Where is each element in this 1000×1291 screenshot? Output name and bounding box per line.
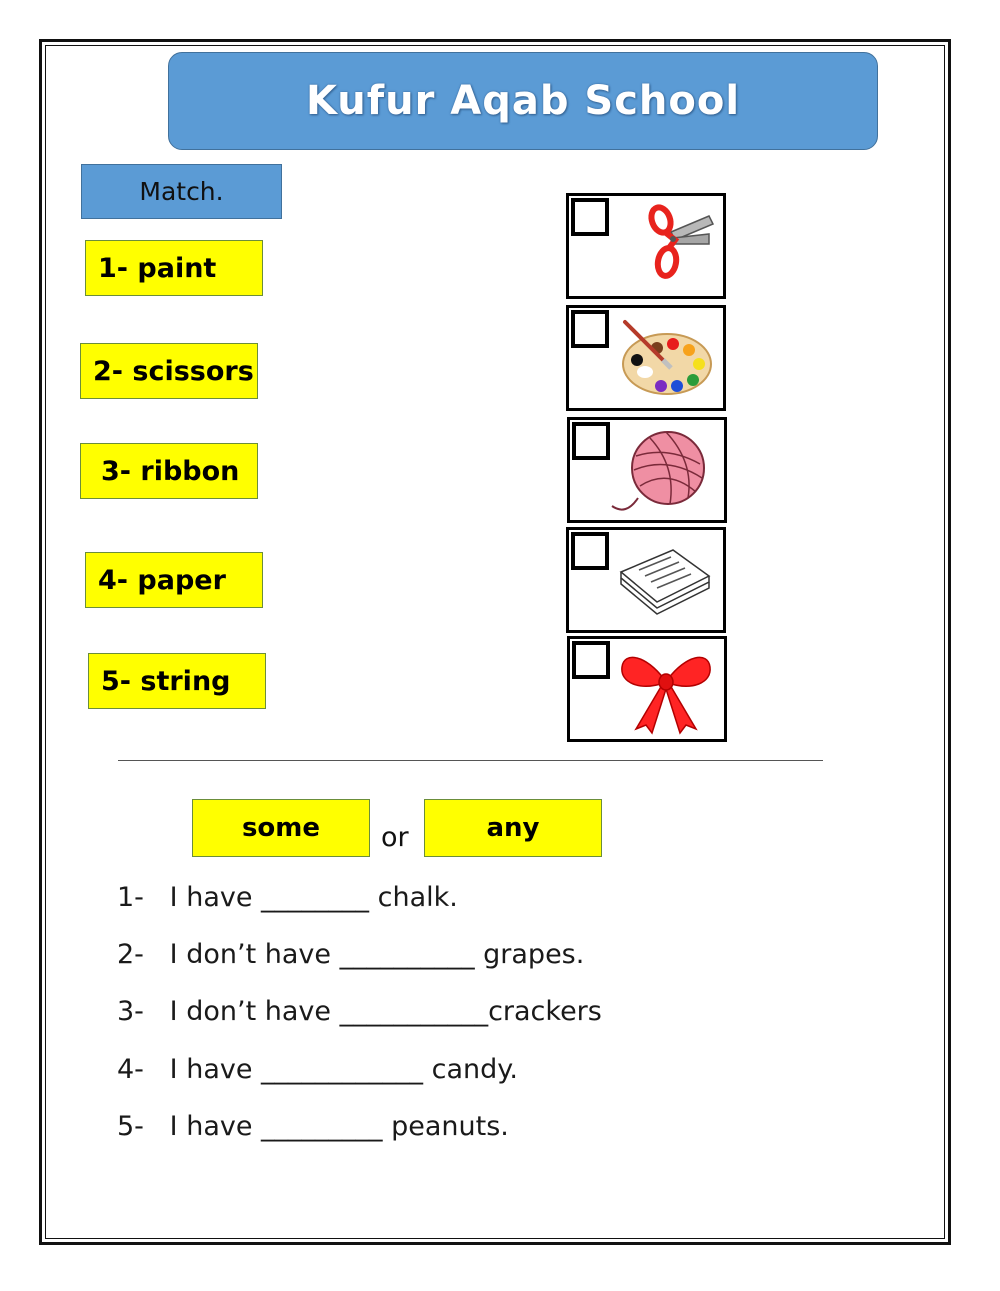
- yarn-ball-icon: [606, 426, 716, 520]
- match-picture-ribbon: [567, 636, 727, 742]
- match-word-scissors[interactable]: 2- scissors: [80, 343, 258, 399]
- sentence-5: 5- I have _________ peanuts.: [117, 1111, 509, 1142]
- sentence-2: 2- I don’t have __________ grapes.: [117, 939, 585, 970]
- match-checkbox[interactable]: [571, 532, 609, 570]
- scissors-icon: [643, 202, 715, 288]
- option-any[interactable]: any: [424, 799, 602, 857]
- match-picture-scissors: [566, 193, 726, 299]
- match-word-ribbon[interactable]: 3- ribbon: [80, 443, 258, 499]
- match-word-paint[interactable]: 1- paint: [85, 240, 263, 296]
- match-checkbox[interactable]: [571, 310, 609, 348]
- match-checkbox[interactable]: [572, 641, 610, 679]
- match-picture-yarn: [567, 417, 727, 523]
- option-some[interactable]: some: [192, 799, 370, 857]
- match-word-string[interactable]: 5- string: [88, 653, 266, 709]
- match-checkbox[interactable]: [571, 198, 609, 236]
- match-picture-paper: [566, 527, 726, 633]
- section-divider: [118, 760, 823, 761]
- ribbon-bow-icon: [616, 645, 716, 737]
- match-picture-paint: [566, 305, 726, 411]
- sentence-4: 4- I have ____________ candy.: [117, 1054, 518, 1085]
- sentence-3: 3- I don’t have ___________crackers: [117, 996, 602, 1027]
- paper-stack-icon: [615, 536, 715, 618]
- match-word-paper[interactable]: 4- paper: [85, 552, 263, 608]
- or-connector: or: [381, 822, 409, 853]
- school-title: Kufur Aqab School: [305, 78, 741, 124]
- match-checkbox[interactable]: [572, 422, 610, 460]
- instruction-label: Match.: [81, 164, 282, 219]
- paint-palette-icon: [617, 314, 715, 404]
- sentence-1: 1- I have ________ chalk.: [117, 882, 458, 913]
- school-banner: [168, 52, 878, 150]
